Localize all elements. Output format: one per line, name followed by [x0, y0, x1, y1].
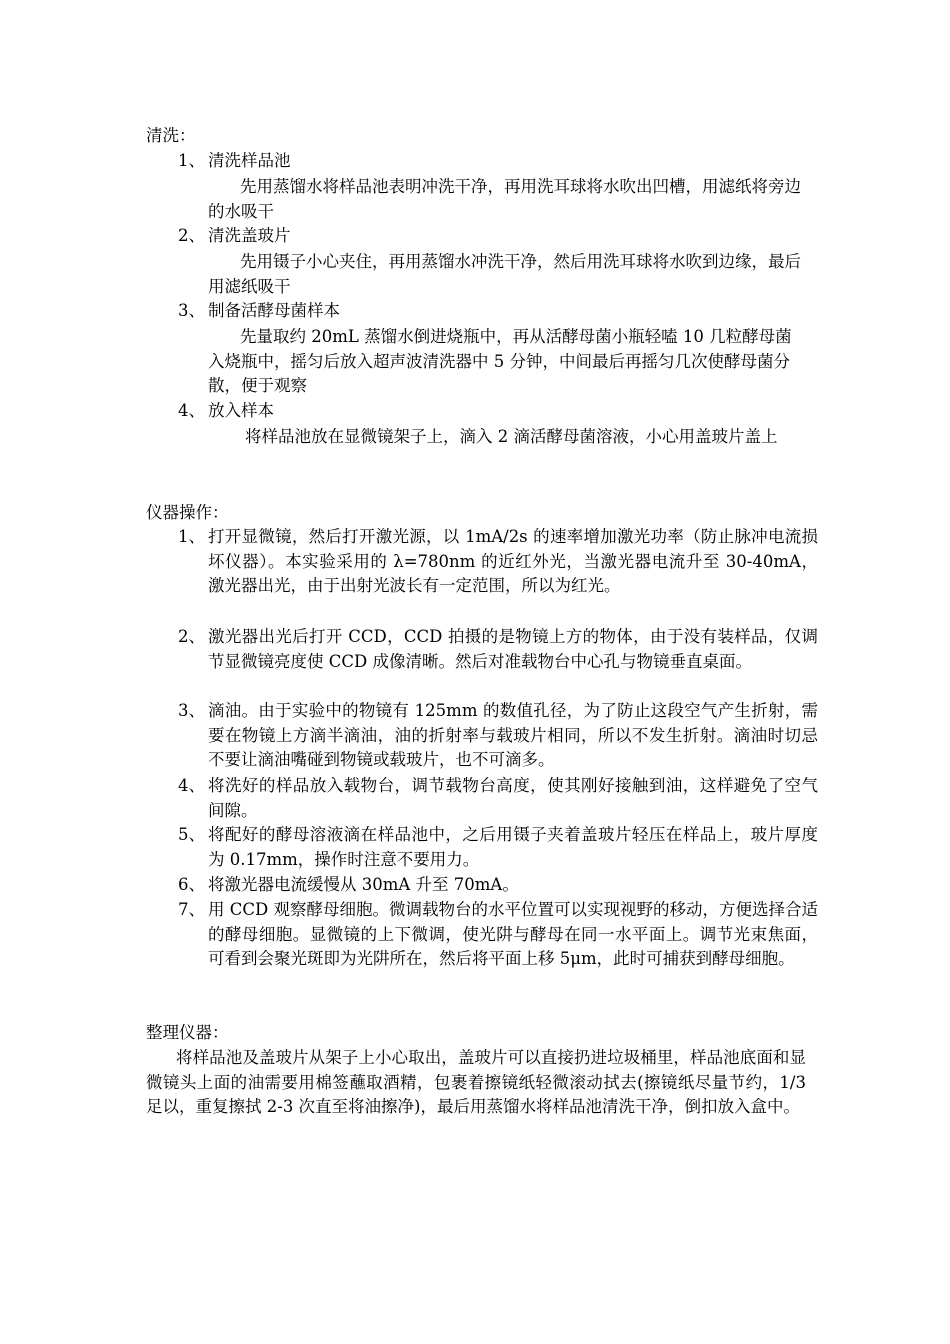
cleaning-step-1-text: 先用蒸馏水将样品池表明冲洗干净，再用洗耳球将水吹出凹槽，用滤纸将旁边的水吸干: [208, 177, 801, 221]
step-text: 将激光器电流缓慢从 30mA 升至 70mA。: [208, 875, 519, 894]
operation-heading: 仪器操作：: [146, 503, 229, 522]
cleaning-heading: 清洗：: [146, 126, 196, 145]
step-number: 7、: [178, 900, 205, 919]
step-number: 2、: [178, 627, 205, 646]
step-text: 用 CCD 观察酵母细胞。微调载物台的水平位置可以实现视野的移动，方便选择合适的酵母细胞。显微镜的上下微调，使光阱与酵母在同一水平面上。调节光束焦面，可看到会聚光斑即为光阱所在，然后将平面上移 5μm，此时可捕获到酵母细胞。: [208, 900, 818, 968]
step-number: 1、: [178, 527, 205, 546]
step-text: 滴油。由于实验中的物镜有 125mm 的数值孔径，为了防止这段空气产生折射，需要在物镜上方滴半滴油，油的折射率与载玻片相同，所以不发生折射。滴油时切忌不要让滴油嘴碰到物镜或载玻片，也不可滴多。: [208, 701, 818, 769]
step-text: 打开显微镜，然后打开激光源，以 1mA/2s 的速率增加激光功率（防止脉冲电流损坏仪器）。本实验采用的 λ=780nm 的近红外光，当激光器电流升至 30-40mA，激光器出光，由于出射光波长有一定范围，所以为红光。: [208, 527, 818, 595]
step-number: 4、: [178, 401, 205, 420]
cleaning-step-2-title: 清洗盖玻片: [208, 226, 291, 245]
operation-step-7: [178, 898, 818, 972]
cleaning-step-3-title: 制备活酵母菌样本: [208, 301, 340, 320]
tidy-paragraph: 将样品池及盖玻片从架子上小心取出，盖玻片可以直接扔进垃圾桶里，样品池底面和显微镜头上面的油需要用棉签蘸取酒精，包裹着擦镜纸轻微滚动拭去(擦镜纸尽量节约，1/3 足以，重复擦拭 2-3 次直至将油擦净)，最后用蒸馏水将样品池清洗干净，倒扣放入盒中。: [146, 1048, 806, 1116]
step-text: 将洗好的样品放入载物台，调节载物台高度，使其刚好接触到油，这样避免了空气间隙。: [208, 776, 818, 820]
cleaning-step-3-text: 先量取约 20mL 蒸馏水倒进烧瓶中，再从活酵母菌小瓶轻嗑 10 几粒酵母菌入烧瓶中，摇匀后放入超声波清洗器中 5 分钟，中间最后再摇匀几次使酵母菌分散，便于观察: [208, 327, 792, 395]
operation-step-2: [178, 625, 818, 674]
cleaning-step-1-title: 清洗样品池: [208, 151, 291, 170]
cleaning-step-4-title: 放入样本: [208, 401, 274, 420]
operation-step-1: [178, 525, 818, 599]
step-number: 2、: [178, 226, 205, 245]
step-number: 6、: [178, 875, 205, 894]
step-text: 将配好的酵母溶液滴在样品池中，之后用镊子夹着盖玻片轻压在样品上，玻片厚度为 0.17mm，操作时注意不要用力。: [208, 825, 818, 869]
operation-step-6: [178, 873, 818, 898]
step-number: 4、: [178, 776, 205, 795]
cleaning-step-4-text: 将样品池放在显微镜架子上，滴入 2 滴活酵母菌溶液，小心用盖玻片盖上: [245, 427, 778, 446]
tidy-heading: 整理仪器：: [146, 1023, 229, 1042]
step-number: 1、: [178, 151, 205, 170]
step-number: 3、: [178, 301, 205, 320]
cleaning-step-4: [178, 399, 818, 423]
operation-step-4: [178, 774, 818, 823]
step-text: 激光器出光后打开 CCD，CCD 拍摄的是物镜上方的物体，由于没有装样品，仅调节显微镜亮度使 CCD 成像清晰。然后对准载物台中心孔与物镜垂直桌面。: [208, 627, 818, 671]
cleaning-step-2-text: 先用镊子小心夹住，再用蒸馏水冲洗干净，然后用洗耳球将水吹到边缘，最后用滤纸吸干: [208, 252, 801, 296]
operation-step-5: [178, 823, 818, 872]
operation-step-3: [178, 699, 818, 773]
step-number: 3、: [178, 701, 205, 720]
step-number: 5、: [178, 825, 205, 844]
